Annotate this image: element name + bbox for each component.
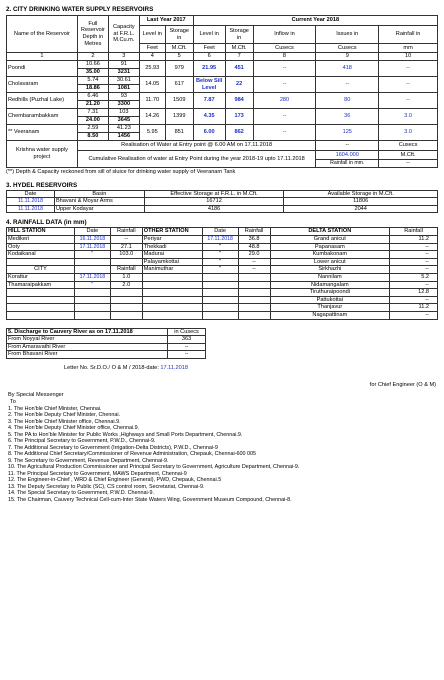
full-depth-metres: 6.46: [77, 93, 108, 101]
capacity-mcum: 41.23: [108, 125, 139, 133]
other-station-name: Manimuthar: [142, 266, 202, 274]
signature: for Chief Engineer (O & M): [369, 381, 436, 388]
hydel-date: 11.11.2018: [7, 198, 55, 206]
other-station-date: 17.11.2018: [202, 236, 238, 244]
krishna-rain-label: Rainfall in mm.: [316, 160, 379, 168]
col-num: 5: [165, 53, 193, 61]
hill-station-rainfall: --: [110, 236, 142, 244]
last-storage: 1399: [165, 109, 193, 125]
distribution-item: 4. The Hon'ble Deputy Chief Minister office, Chennai.9.: [8, 425, 140, 432]
reservoir-name: Cholavaram: [7, 77, 78, 93]
header-current-year: Current Year 2018: [193, 16, 437, 26]
other-station-rainfall: 36.8: [238, 236, 270, 244]
empty-cell: [110, 312, 142, 320]
discharge-source: From Bhavani River: [7, 351, 168, 359]
other-station-rainfall: 29.0: [238, 251, 270, 259]
delta-station-rainfall: --: [390, 243, 438, 251]
empty-cell: [202, 281, 238, 289]
hill-station-date: 16.11.2018: [74, 236, 110, 244]
col-num: 7: [225, 53, 253, 61]
distribution-item: 7. The Additional Secretary to Government (Irrigation-Delta Districts), P.W.D., Chennai-9: [8, 444, 218, 451]
delta-station-rainfall: --: [390, 251, 438, 259]
delta-station-rainfall: --: [390, 312, 438, 320]
hydel-header: Date: [7, 190, 55, 198]
empty-cell: [238, 289, 270, 297]
hydel-effective: 4186: [144, 205, 284, 213]
distribution-item: 12. The Engineer-in-Chief , WRD & Chief Engineer (General), PWD, Chepauk, Chennai.5: [8, 477, 222, 484]
delta-station-name: Nidamangalam: [270, 281, 390, 289]
col-num: 4: [139, 53, 165, 61]
hydel-header: Available Storage in M.Cft.: [284, 190, 438, 198]
hill-station-name: Medikeri: [7, 236, 75, 244]
empty-cell: [110, 296, 142, 304]
delta-station-name: Nannilam: [270, 274, 390, 282]
distribution-list: [8, 406, 438, 504]
last-storage: 979: [165, 61, 193, 77]
distribution-item: 5. The PA to Hon'ble Minister for Public Works ,Highways and Small Ports Department, Chennai.9.: [8, 431, 243, 438]
last-level: 25.93: [139, 61, 165, 77]
other-station-rainfall: 48.8: [238, 243, 270, 251]
unit-mcft: M.Cft.: [165, 44, 193, 53]
delta-station-name: Papanasam: [270, 243, 390, 251]
issues: 36: [316, 109, 379, 125]
rainfall-header: Rainfall: [390, 228, 438, 236]
delta-station-rainfall: --: [390, 258, 438, 266]
hill-station-rainfall: 27.1: [110, 243, 142, 251]
full-depth-feet: 18.86: [77, 85, 108, 93]
rainfall: 3.0: [379, 109, 438, 125]
empty-cell: [238, 312, 270, 320]
empty-cell: [238, 296, 270, 304]
other-station-date: ": [202, 243, 238, 251]
empty-cell: [142, 312, 202, 320]
last-storage: 1509: [165, 93, 193, 109]
col-num: 2: [77, 53, 108, 61]
other-station-date: ": [202, 266, 238, 274]
empty-cell: [238, 274, 270, 282]
empty-cell: [202, 296, 238, 304]
discharge-source: From Noyyal River: [7, 336, 168, 344]
hydel-header: Effective Storage at F.R.L. in M.Cft.: [144, 190, 284, 198]
rainfall-header: Rainfall: [110, 266, 142, 274]
capacity-mcft: 3231: [108, 69, 139, 77]
last-level: 5.95: [139, 125, 165, 141]
city-station-name: Thamaraipakkam: [7, 281, 75, 289]
issues: 418: [316, 61, 379, 77]
hydel-available: 11806: [284, 198, 438, 206]
delta-station-rainfall: 11.2: [390, 236, 438, 244]
letter-line: [64, 365, 438, 372]
empty-cell: [238, 304, 270, 312]
report-page: [6, 6, 438, 503]
hydel-date: 11.11.2018: [7, 205, 55, 213]
empty-cell: [142, 296, 202, 304]
last-level: 11.70: [139, 93, 165, 109]
other-station-name: Palayamkottai: [142, 258, 202, 266]
empty-cell: [202, 304, 238, 312]
empty-cell: [7, 312, 75, 320]
discharge-table: [6, 328, 206, 359]
delta-station-rainfall: 11.2: [390, 304, 438, 312]
unit-mcft: M.Cft.: [225, 44, 253, 53]
city-station-date: ": [74, 281, 110, 289]
header-last-year: Last Year 2017: [139, 16, 193, 26]
empty-cell: [7, 296, 75, 304]
current-storage: 984: [225, 93, 253, 109]
col-num: 8: [253, 53, 316, 61]
delta-station-rainfall: --: [390, 266, 438, 274]
capacity-mcft: 3645: [108, 117, 139, 125]
rainfall: --: [379, 61, 438, 77]
reservoir-name: ** Veeranam: [7, 125, 78, 141]
empty-cell: [74, 266, 110, 274]
distribution-item: 14. The Special Secretary to Government, P.W.D. Chennai-9.: [8, 490, 155, 497]
header-level: Level in: [139, 26, 165, 44]
realisation-value: --: [316, 141, 379, 151]
empty-cell: [7, 304, 75, 312]
unit-feet: Feet: [193, 44, 225, 53]
current-storage: 862: [225, 125, 253, 141]
empty-cell: [74, 312, 110, 320]
capacity-mcum: 91: [108, 61, 139, 69]
full-depth-feet: 8.50: [77, 133, 108, 141]
section3-title: 3. HYDEL RESERVOIRS: [6, 181, 78, 189]
last-storage: 851: [165, 125, 193, 141]
full-depth-metres: 10.66: [77, 61, 108, 69]
full-depth-metres: 5.74: [77, 77, 108, 85]
distribution-item: 6. The Principal Secretary to Government, P.W.D., Chennai-9.: [8, 438, 156, 445]
hydel-table: [6, 190, 438, 214]
city-station-name: Korattur: [7, 274, 75, 282]
other-station-rainfall: --: [238, 266, 270, 274]
delta-station-name: Kumbakonam: [270, 251, 390, 259]
rainfall-header: Rainfall: [110, 228, 142, 236]
inflow: --: [253, 61, 316, 77]
delta-station-name: Nagapattinam: [270, 312, 390, 320]
messenger: By Special Messenger: [8, 392, 64, 399]
hill-station-name: Kodaikanal: [7, 251, 75, 259]
inflow: --: [253, 125, 316, 141]
empty-cell: [202, 289, 238, 297]
date-header: Date: [202, 228, 238, 236]
hydel-basin: Upper Kodayar: [54, 205, 144, 213]
delta-station-rainfall: --: [390, 296, 438, 304]
unit-cusecs: Cusecs: [253, 44, 316, 53]
delta-station-rainfall: --: [390, 281, 438, 289]
discharge-source: From Amaravathi River: [7, 343, 168, 351]
col-num: 9: [316, 53, 379, 61]
other-station-name: Periyar: [142, 236, 202, 244]
city-station-rainfall: 2.0: [110, 281, 142, 289]
col-num: 10: [379, 53, 438, 61]
discharge-value: --: [168, 351, 206, 359]
inflow: --: [253, 109, 316, 125]
current-level: 21.95: [193, 61, 225, 77]
delta-station-name: Tiruthuraipoondi: [270, 289, 390, 297]
current-level: 6.00: [193, 125, 225, 141]
delta-header: DELTA STATION: [270, 228, 390, 236]
rainfall: --: [379, 93, 438, 109]
capacity-mcft: 3300: [108, 101, 139, 109]
inflow: --: [253, 77, 316, 93]
discharge-unit: in Cusecs: [168, 328, 206, 336]
city-header: CITY: [7, 266, 75, 274]
last-storage: 617: [165, 77, 193, 93]
delta-station-name: Lower anicut: [270, 258, 390, 266]
current-storage: 173: [225, 109, 253, 125]
delta-station-rainfall: 5.2: [390, 274, 438, 282]
cumulative-value: 1604.000: [316, 151, 379, 160]
to-label: To: [10, 399, 16, 406]
col-num: 1: [7, 53, 78, 61]
rainfall-header: Rainfall: [238, 228, 270, 236]
city-station-rainfall: 1.0: [110, 274, 142, 282]
full-depth-feet: 35.00: [77, 69, 108, 77]
current-level: 7.87: [193, 93, 225, 109]
full-depth-metres: 2.59: [77, 125, 108, 133]
discharge-value: 363: [168, 336, 206, 344]
capacity-mcum: 103: [108, 109, 139, 117]
capacity-mcum: 93: [108, 93, 139, 101]
issues: 80: [316, 93, 379, 109]
krishna-rain-value: --: [379, 160, 438, 168]
header-storage: Storage in: [165, 26, 193, 44]
header-full-depth: Full Reservoir Depth in Metres: [77, 16, 108, 53]
capacity-mcft: 1456: [108, 133, 139, 141]
last-level: 14.26: [139, 109, 165, 125]
delta-station-name: Thanjavur: [270, 304, 390, 312]
capacity-mcum: 30.61: [108, 77, 139, 85]
empty-cell: [142, 304, 202, 312]
header-rainfall: Rainfall in: [379, 26, 438, 44]
current-level: Below Sill Level: [193, 77, 225, 93]
empty-cell: [238, 281, 270, 289]
rainfall: 3.0: [379, 125, 438, 141]
empty-cell: [142, 281, 202, 289]
other-station-rainfall: --: [238, 258, 270, 266]
current-level: 4.35: [193, 109, 225, 125]
empty-cell: [202, 312, 238, 320]
unit-mm: mm: [379, 44, 438, 53]
empty-cell: [110, 258, 142, 266]
distribution-item: 2. The Hon'ble Deputy Chief Minister, Chennai.: [8, 412, 121, 419]
section4-title: 4. RAINFALL DATA (in mm): [6, 219, 87, 227]
empty-cell: [110, 289, 142, 297]
inflow: 280: [253, 93, 316, 109]
distribution-item: 8. The Additional Chief Secretary/Commissioner of Revenue Administration, Chepauk, Chennai-600 005: [8, 451, 257, 458]
section2-title: 2. CITY DRINKING WATER SUPPLY RESERVOIRS: [6, 6, 154, 13]
hydel-header: Basin: [54, 190, 144, 198]
krishna-name: Krishna water supply project: [7, 141, 78, 168]
hill-station-rainfall: 103.0: [110, 251, 142, 259]
header-level: Level in: [193, 26, 225, 44]
full-depth-feet: 21.20: [77, 101, 108, 109]
other-header: OTHER STATION: [142, 228, 202, 236]
distribution-item: 3. The Hon'ble Chief Minister office, Chennai.9.: [8, 418, 121, 425]
rainfall-table: [6, 227, 438, 319]
letter-label: Letter No. Sr.D.O./ O & M / 2018-date:: [64, 364, 159, 371]
empty-cell: [142, 274, 202, 282]
hill-station-date: ": [74, 251, 110, 259]
reservoir-name: Poondi: [7, 61, 78, 77]
empty-cell: [202, 274, 238, 282]
hill-station-name: Ooty: [7, 243, 75, 251]
issues: --: [316, 77, 379, 93]
date-header: Date: [74, 228, 110, 236]
rainfall: --: [379, 77, 438, 93]
hydel-basin: Bhavani & Moyar Arms: [54, 198, 144, 206]
unit-cusecs: Cusecs: [316, 44, 379, 53]
delta-station-name: Sirkhazhi: [270, 266, 390, 274]
distribution-item: 15. The Chairman, Cauvery Technical Cell-cum-Inter State Waters Wing, Government Museum Compound, Chennai-8.: [8, 496, 292, 503]
other-station-name: Thekkadi: [142, 243, 202, 251]
distribution-item: 1. The Hon'ble Chief Minister, Chennai.: [8, 405, 102, 412]
reservoir-name: Chembarambakkam: [7, 109, 78, 125]
unit-feet: Feet: [139, 44, 165, 53]
footnote: (**) Depth & Capacity reckoned from sill of sluice for drinking water supply of Veeranam Tank: [6, 169, 236, 175]
cumulative-label: Cumulative Realisation of water at Entry Point during the year 2018-19 upto 17.11.2018: [77, 151, 315, 168]
delta-station-name: Grand anicut: [270, 236, 390, 244]
distribution-item: 11. The Principal Secretary to Government, MAWS Department, Chennai-9: [8, 470, 187, 477]
distribution-item: 13. The Deputy Secretary to Public (SC), CS control room, Secretariat, Chennai-9.: [8, 483, 205, 490]
empty-cell: [74, 296, 110, 304]
realisation-label: Realisation of Water at Entry point @ 6.00 AM on 17.11.2018: [77, 141, 315, 151]
col-num: 3: [108, 53, 139, 61]
other-station-date: ": [202, 251, 238, 259]
current-storage: 451: [225, 61, 253, 77]
header-capacity: Capacity at F.R.L. M.Cu.m.: [108, 16, 139, 53]
other-station-date: ": [202, 258, 238, 266]
discharge-title: 5. Discharge to Cauvery River as on 17.11.2018: [7, 328, 168, 336]
empty-cell: [7, 258, 75, 266]
header-name: Name of the Reservoir: [7, 16, 78, 53]
empty-cell: [74, 304, 110, 312]
cumulative-unit: M.Cft.: [379, 151, 438, 160]
full-depth-feet: 24.00: [77, 117, 108, 125]
empty-cell: [74, 289, 110, 297]
distribution-item: 10. The Agricultural Production Commissioner and Principal Secretary to Government, Agriculture Department, Chennai-9.: [8, 464, 300, 471]
hydel-available: 2044: [284, 205, 438, 213]
other-station-name: Madurai: [142, 251, 202, 259]
reservoir-table: [6, 15, 438, 168]
distribution-item: 9. The Secretary to Government, Revenue Department, Chennai-9.: [8, 457, 169, 464]
city-station-date: 17.11.2018: [74, 274, 110, 282]
empty-cell: [110, 304, 142, 312]
full-depth-metres: 7.31: [77, 109, 108, 117]
col-num: 6: [193, 53, 225, 61]
empty-cell: [7, 289, 75, 297]
capacity-mcft: 1081: [108, 85, 139, 93]
hydel-effective: 16712: [144, 198, 284, 206]
header-inflow: Inflow in: [253, 26, 316, 44]
discharge-value: --: [168, 343, 206, 351]
letter-date: 17.11.2018: [160, 364, 188, 371]
current-storage: 22: [225, 77, 253, 93]
reservoir-name: Redhills (Puzhal Lake): [7, 93, 78, 109]
header-storage: Storage in: [225, 26, 253, 44]
realisation-unit: Cusecs: [379, 141, 438, 151]
delta-station-name: Pattukottai: [270, 296, 390, 304]
header-issues: Issues in: [316, 26, 379, 44]
issues: 125: [316, 125, 379, 141]
last-level: 14.05: [139, 77, 165, 93]
hill-station-date: 17.11.2018: [74, 243, 110, 251]
hill-header: HILL STATION: [7, 228, 75, 236]
empty-cell: [142, 289, 202, 297]
empty-cell: [74, 258, 110, 266]
delta-station-rainfall: 12.8: [390, 289, 438, 297]
